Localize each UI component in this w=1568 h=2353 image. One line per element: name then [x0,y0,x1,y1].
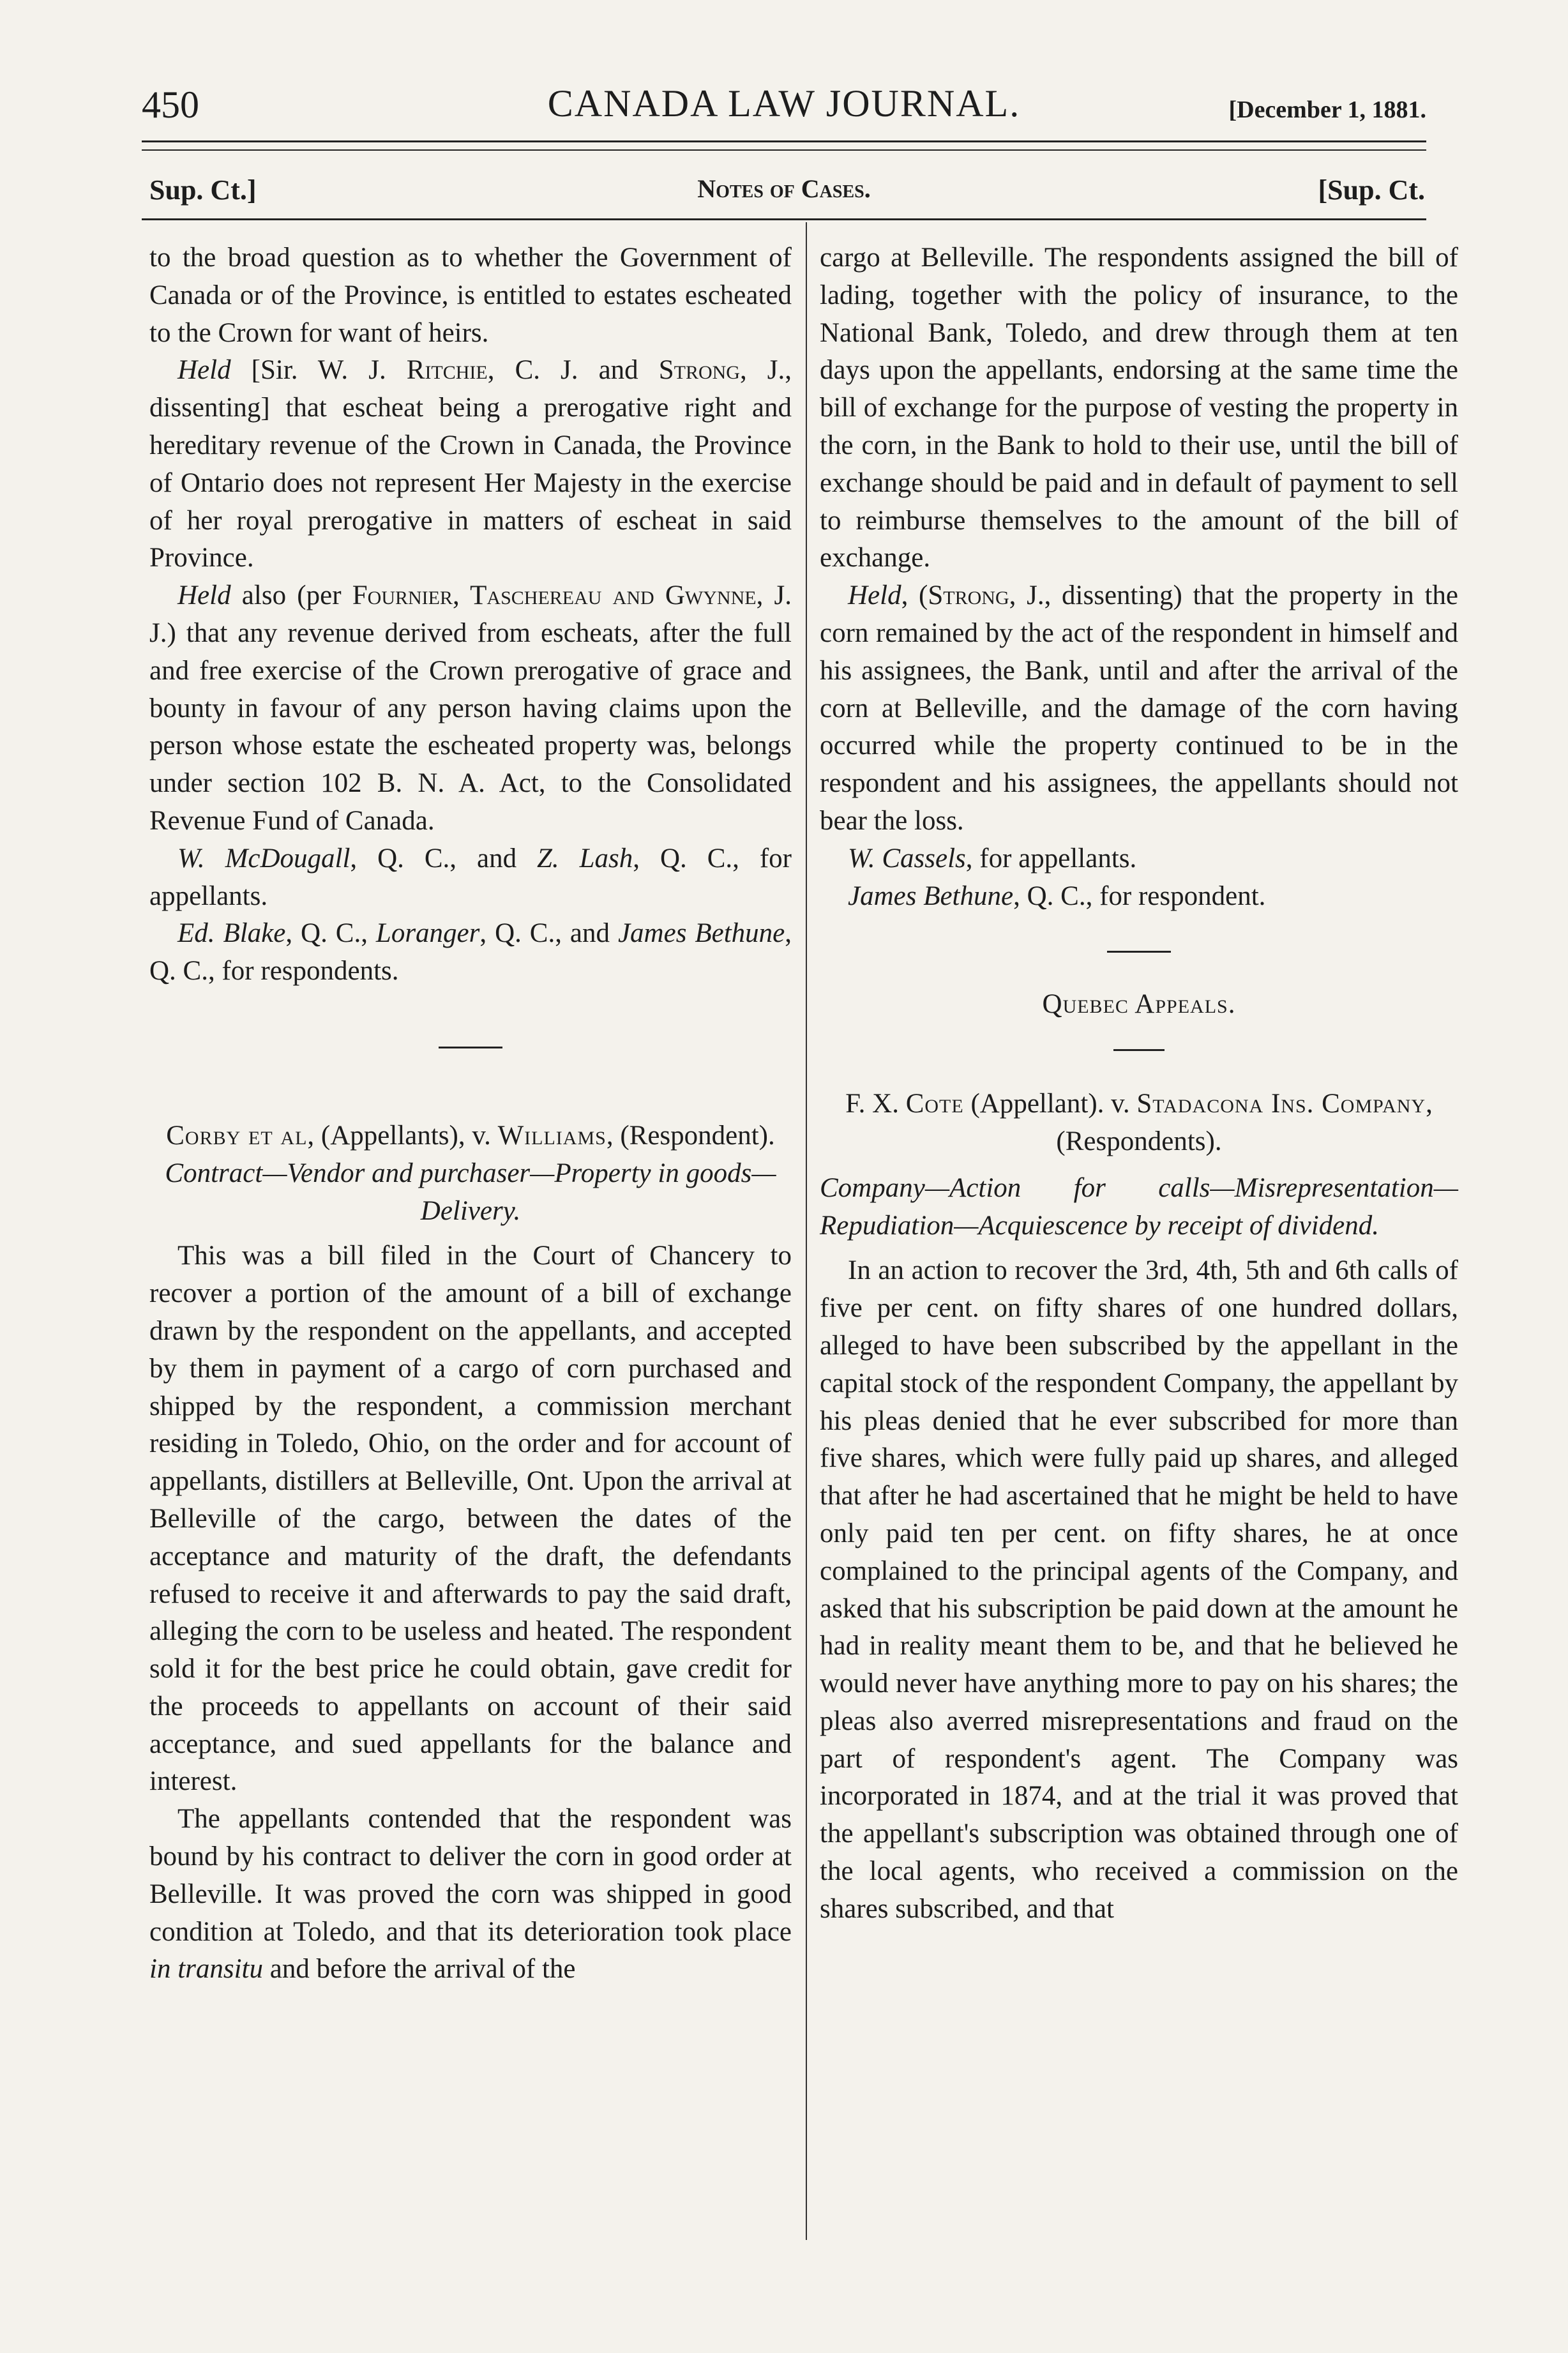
header-rule-bottom [142,149,1426,151]
counsel-line-1: W. Cassels, for appellants. [848,843,1137,874]
journal-title: CANADA LAW JOURNAL. [547,82,1021,125]
page-number: 450 [142,84,199,126]
held-paragraph-2: Held also (per Fournier, Taschereau and Gwynne, J. J.) that any revenue derived from escheats, after the full and free exercise of the Crown prerogative of grace and bounty in favour of any person having claims upon the person whose estate the escheated property was, belongs under section 102 B. N. A. Act, to the Consolidated Revenue Fund of Canada. [149,580,792,836]
case-paragraph: In an action to recover the 3rd, 4th, 5th and 6th calls of five per cent. on fifty shares of one hundred dollars, alleged to have been subscribed by the appellant in the capital stock of the respondent Company, the appellant by his pleas denied that he ever subscribed for more than five shares, which were fully paid up shares, and alleged that after he had ascertained that he might be held to have only paid ten per cent. on fifty shares, he at once complained to the principal agents of the Company, and asked that his subscription be paid down at the amount he had in reality meant them to be, and that he believed he would never have anything more to pay on his shares; the pleas also averred misrepresentations and fraud on the part of respondent's agent. The Company was incorporated in 1874, and at the trial it was proved that the appellant's subscription was obtained through one of the local agents, who received a commission on the shares subscribed, and that [820,1255,1458,1924]
held-paragraph-1: Held [Sir. W. J. Ritchie, C. J. and Strong, J., dissenting] that escheat being a prerogative right and hereditary revenue of the Crown in Canada, the Province of Ontario does not represent Her Majesty in the exercise of her royal prerogative in matters of escheat in said Province. [149,355,792,573]
counsel-line-1: W. McDougall, Q. C., and Z. Lash, Q. C., for appellants. [149,843,792,911]
column-divider [806,222,807,2240]
header-rule-top [142,140,1426,142]
counsel-line-2: Ed. Blake, Q. C., Loranger, Q. C., and James Bethune, Q. C., for respondents. [149,918,792,987]
held-paragraph: Held, (Strong, J., dissenting) that the property in the corn remained by the act of the respondent in himself and his assignees, the Bank, until and after the arrival of the corn at Belleville, and the damage of the corn having occurred while the property continued to be in the respondent and his assignees, the appellants should not bear the loss. [820,580,1459,836]
case-paragraph-1: This was a bill filed in the Court of Chancery to recover a portion of the amount of a bill of exchange drawn by the respondent on the appellants, and accepted by them in payment of a cargo of corn purchased and shipped by the respondent, a commission merchant residing in Toledo, Ohio, on the order and for account of appellants, distillers at Belleville, Ont. Upon the arrival at Belleville of the cargo, between the dates of the acceptance and maturity of the draft, the defendants refused to receive it and afterwards to pay the said draft, alleging the corn to be useless and heated. The respondent sold it for the best price he could obtain, gave credit for the proceeds to appellants on account of their said acceptance, and sued appellants for the balance and interest. [149,1241,792,1797]
section-title: Notes of Cases. [697,174,871,203]
section-heading: Quebec Appeals. [1042,989,1236,1020]
left-column [149,239,792,1988]
continuation-paragraph: cargo at Belleville. The respondents assigned the bill of lading, together with the policy of insurance, to the National Bank, Toledo, and drew through them at ten days upon the appellants, endorsing at the same time the bill of exchange for the purpose of vesting the property in the corn, in the Bank to hold to their use, until the bill of exchange should be paid and in default of payment to sell to reimburse themselves to the amount of the bill of exchange. [820,243,1458,573]
case-subject: Company—Action for calls—Misrepresentation—Repudiation—Acquiescence by receipt of dividend. [820,1172,1458,1241]
subheader-rule [142,218,1426,220]
counsel-line-2: James Bethune, Q. C., for respondent. [848,881,1266,911]
court-label-right: [Sup. Ct. [1318,174,1425,206]
case-title: F. X. Cote (Appellant). v. Stadacona Ins. Company, (Respondents). [845,1089,1433,1156]
court-label-left: Sup. Ct.] [149,174,257,206]
issue-date: [December 1, 1881. [1228,96,1426,123]
case-title: Corby et al, (Appellants), v. Williams, (Respondent). [166,1120,775,1151]
intro-paragraph: to the broad question as to whether the Government of Canada or of the Province, is entitled to estates escheated to the Crown for want of heirs. [149,243,792,348]
case-paragraph-2: The appellants contended that the respondent was bound by his contract to deliver the corn in good order at Belleville. It was proved the corn was shipped in good condition at Toledo, and that its deterioration took place in transitu and before the arrival of the [149,1804,792,1985]
case-subject: Contract—Vendor and purchaser—Property in goods—Delivery. [165,1158,776,1226]
right-column [820,239,1458,1928]
